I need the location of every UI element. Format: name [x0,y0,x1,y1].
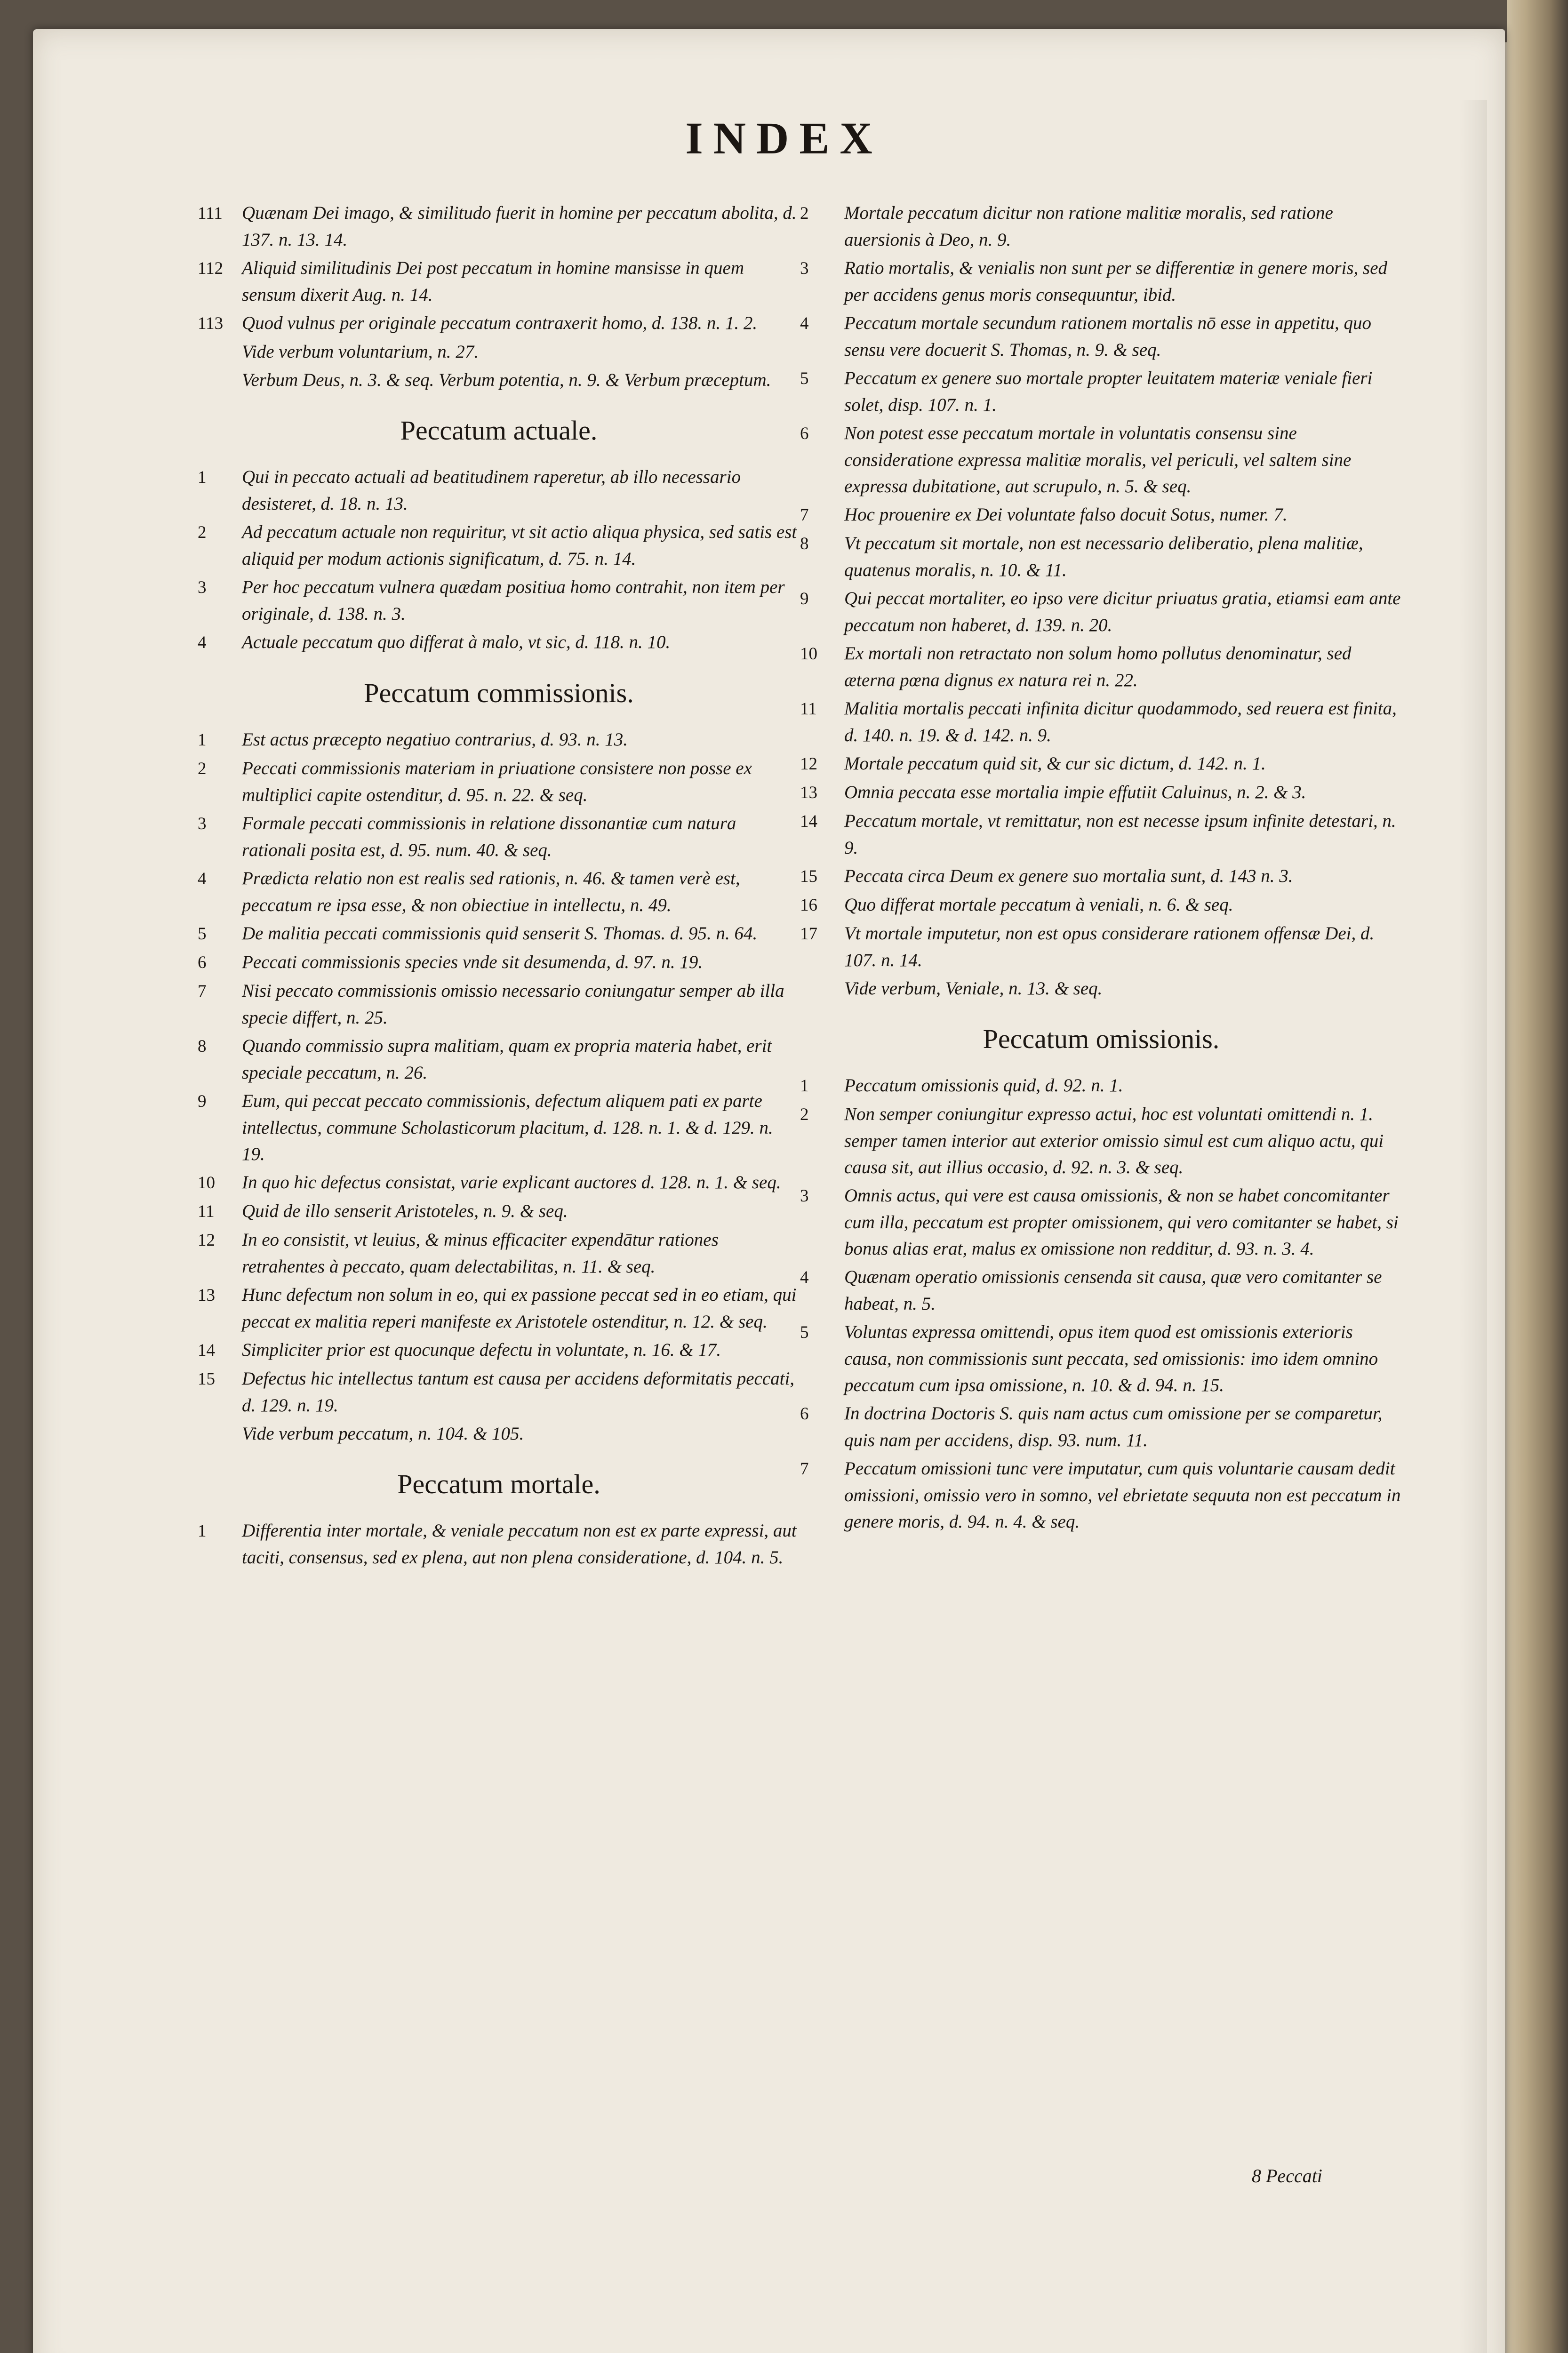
entry-number: 3 [198,578,207,597]
entry-text: Qui in peccato actuali ad beatitudinem raperetur, ab illo necessario desisteret, d. 18. n. 13. [242,467,741,514]
cross-reference: Vide verbum, Veniale, n. 13. & seq. [844,978,1103,999]
entry-text: Hunc defectum non solum in eo, qui ex passione peccat sed in eo etiam, qui peccat ex malitia reperi manifeste ex Aristotele ostenditur, n. 12. & seq. [242,1285,797,1332]
entry-text: Peccatum omissionis quid, d. 92. n. 1. [844,1075,1123,1096]
entry-number: 11 [800,699,817,719]
index-entry [198,464,800,517]
entry-text: Peccati commissionis materiam in priuatione consistere non posse ex multiplici capite ostenditur, d. 95. n. 22. & seq. [242,758,752,805]
entry-text: Simpliciter prior est quocunque defectu in voluntate, n. 16. & 17. [242,1340,721,1360]
entry-number: 4 [198,633,207,652]
index-entry [198,629,800,656]
entry-text: Ratio mortalis, & venialis non sunt per se differentiæ in genere moris, sed per accidens genus moris consequuntur, ibid. [844,258,1388,305]
index-entry [198,519,800,572]
index-entry [198,1169,800,1196]
entry-number: 4 [800,1268,809,1287]
entry-number: 113 [198,314,224,333]
index-entry [198,1227,800,1280]
entry-number: 13 [800,783,817,802]
page-header: INDEX [685,113,883,163]
index-entry [800,1101,1402,1181]
entry-number: 1 [198,468,207,487]
entry-number: 6 [800,424,809,443]
index-entry [198,1282,800,1335]
left-column [198,200,800,1573]
index-entry [800,863,1402,890]
entry-text: In doctrina Doctoris S. quis nam actus cum omissione per se comparetur, quis nam per accidens, disp. 93. num. 11. [844,1403,1383,1450]
entry-text: In eo consistit, vt leuius, & minus efficaciter expendātur rationes retrahentes à peccato, quam delectabilitas, n. 11. & seq. [242,1230,719,1277]
entry-text: Omnis actus, qui vere est causa omissionis, & non se habet concomitanter cum illa, peccatum est propter omissionem, qui vero comitanter se habet, si bonus alias erat, malus ex omissione non redditur, d. 93. n. 3. 4. [844,1185,1399,1259]
index-entry [198,310,800,337]
index-entry [198,755,800,808]
index-entry [800,1072,1402,1099]
entry-number: 4 [198,869,207,888]
entry-text: Quando commissio supra malitiam, quam ex propria materia habet, erit speciale peccatum, n. 26. [242,1036,772,1083]
entry-number: 7 [198,982,207,1001]
cross-reference: Vide verbum voluntarium, n. 27. [242,342,479,362]
entry-text: Per hoc peccatum vulnera quædam positiua homo contrahit, non item per originale, d. 138. n. 3. [242,577,785,624]
entry-text: Quo differat mortale peccatum à veniali, n. 6. & seq. [844,895,1233,915]
index-entry [198,810,800,864]
index-entry [198,1518,800,1571]
entry-number: 1 [198,730,207,750]
entry-text: Vt peccatum sit mortale, non est necessario deliberatio, plena malitiæ, quatenus moralis, n. 10. & 11. [844,533,1363,580]
index-entry [800,255,1402,308]
entry-text: Malitia mortalis peccati infinita dicitur quodammodo, sed reuera est finita, d. 140. n. 19. & d. 142. n. 9. [844,698,1397,745]
index-entry [800,1183,1402,1262]
index-entry [198,1337,800,1364]
entry-number: 6 [800,1404,809,1424]
index-entry [800,892,1402,919]
index-entry [198,920,800,947]
entry-number: 5 [198,924,207,944]
entry-number: 12 [800,754,817,774]
entry-text: Quænam operatio omissionis censenda sit causa, quæ vero comitanter se habeat, n. 5. [844,1267,1382,1314]
index-entry [800,1319,1402,1399]
entry-number: 11 [198,1202,215,1221]
cross-reference: Verbum Deus, n. 3. & seq. Verbum potentia, n. 9. & Verbum præceptum. [242,370,771,390]
index-entry [800,310,1402,363]
entry-number: 3 [198,814,207,833]
entry-text: Nisi peccato commissionis omissio necessario coniungatur semper ab illa specie differt, n. 25. [242,981,784,1028]
index-entry [198,1198,800,1225]
index-entry [800,200,1402,253]
entry-number: 1 [800,1076,809,1096]
index-entry [198,1088,800,1168]
section-heading: Peccatum omissionis. [983,1024,1220,1054]
entry-number: 10 [198,1173,215,1193]
entry-text: Vt mortale imputetur, non est opus considerare rationem offensæ Dei, d. 107. n. 14. [844,923,1375,970]
entry-number: 15 [800,867,817,886]
index-entry [800,502,1402,528]
entry-number: 12 [198,1231,215,1250]
entry-text: Ad peccatum actuale non requiritur, vt sit actio aliqua physica, sed satis est aliquid per modum actionis significatum, d. 75. n. 14. [242,522,797,569]
entry-text: Non potest esse peccatum mortale in voluntatis consensu sine consideratione expressa malitiæ moralis, vel periculi, vel saltem sine expressa dubitatione, aut scrupulo, n. 5. & seq. [844,423,1352,496]
entry-number: 10 [800,644,817,664]
entry-number: 111 [198,204,223,223]
entry-number: 13 [198,1286,215,1305]
index-entry [800,920,1402,974]
entry-text: Qui peccat mortaliter, eo ipso vere dicitur priuatus gratia, etiamsi eam ante peccatum non haberet, d. 139. n. 20. [844,588,1401,635]
section-heading: Peccatum mortale. [397,1469,600,1499]
entry-text: Quod vulnus per originale peccatum contraxerit homo, d. 138. n. 1. 2. [242,313,758,333]
entry-number: 6 [198,953,207,972]
index-entry [198,949,800,976]
entry-text: Formale peccati commissionis in relatione dissonantiæ cum natura rationali posita est, d. 95. num. 40. & seq. [242,813,736,860]
entry-text: Peccatum ex genere suo mortale propter leuitatem materiæ veniale fieri solet, disp. 107. n. 1. [844,368,1373,415]
index-entry [198,200,800,253]
index-entry [198,255,800,308]
entry-text: Ex mortali non retractato non solum homo pollutus denominatur, sed æterna pœna dignus ex natura rei n. 22. [844,643,1352,690]
entry-number: 2 [198,523,207,542]
entry-number: 3 [800,1186,809,1206]
entry-text: In quo hic defectus consistat, varie explicant auctores d. 128. n. 1. & seq. [242,1172,781,1193]
section-heading: Peccatum commissionis. [364,678,634,708]
entry-number: 9 [198,1092,207,1111]
index-entry [800,696,1402,749]
index-entry [800,640,1402,694]
index-entry [800,420,1402,500]
index-entry [800,779,1402,806]
index-entry [198,978,800,1031]
index-entry [800,808,1402,861]
entry-number: 16 [800,896,817,915]
index-entry [800,1456,1402,1535]
index-entry [800,530,1402,584]
entry-text: Omnia peccata esse mortalia impie effutiit Caluinus, n. 2. & 3. [844,782,1306,802]
index-entry [198,1033,800,1086]
cross-reference: Vide verbum peccatum, n. 104. & 105. [242,1424,524,1444]
entry-text: Differentia inter mortale, & veniale peccatum non est ex parte expressi, aut taciti, consensus, sed ex plena, aut non plena consideratione, d. 104. n. 5. [242,1521,797,1568]
entry-number: 8 [198,1037,207,1056]
entry-number: 5 [800,1323,809,1342]
entry-text: Peccata circa Deum ex genere suo mortalia sunt, d. 143 n. 3. [844,866,1293,886]
entry-text: Peccatum omissioni tunc vere imputatur, cum quis voluntarie causam dedit omissioni, omissio vero in somno, vel ebrietate sequuta non est peccatum in genere moris, d. 94. n. 4. & seq. [844,1458,1401,1532]
entry-number: 3 [800,259,809,278]
entry-text: Mortale peccatum dicitur non ratione malitiæ moralis, sed ratione auersionis à Deo, n. 9. [844,203,1333,250]
section-heading: Peccatum actuale. [400,415,598,446]
entry-number: 8 [800,534,809,553]
entry-text: Peccatum mortale, vt remittatur, non est necesse ipsum infinite detestari, n. 9. [844,811,1396,858]
entry-number: 4 [800,314,809,333]
entry-text: Est actus præcepto negatiuo contrarius, d. 93. n. 13. [242,729,628,750]
gutter-shadow [1459,100,1487,2353]
entry-text: Eum, qui peccat peccato commissionis, defectum aliquem pati ex parte intellectus, commune Scholasticorum placitum, d. 128. n. 1. & d. 129. n. 19. [242,1091,773,1164]
entry-text: Hoc prouenire ex Dei voluntate falso docuit Sotus, numer. 7. [844,504,1288,525]
entry-number: 17 [800,924,817,944]
entry-number: 112 [198,259,224,278]
entry-text: Peccatum mortale secundum rationem mortalis nō esse in appetitu, quo sensu vere docuerit S. Thomas, n. 9. & seq. [844,313,1372,360]
entry-text: Aliquid similitudinis Dei post peccatum in homine mansisse in quem sensum dixerit Aug. n. 14. [242,258,744,305]
index-entry [198,1366,800,1419]
entry-number: 7 [800,505,809,525]
entry-text: Defectus hic intellectus tantum est causa per accidens deformitatis peccati, d. 129. n. 19. [242,1369,795,1416]
entry-number: 2 [800,204,809,223]
index-entry [198,727,800,753]
entry-text: Mortale peccatum quid sit, & cur sic dictum, d. 142. n. 1. [844,753,1266,774]
index-entry [800,751,1402,777]
entry-number: 7 [800,1459,809,1479]
entry-number: 9 [800,589,809,608]
index-entry [800,1401,1402,1454]
entry-text: Prædicta relatio non est realis sed rationis, n. 46. & tamen verè est, peccatum re ipsa esse, & non obiectiue in intellectu, n. 49. [242,868,740,915]
catchword: 8 Peccati [1252,2165,1322,2186]
index-entry [800,585,1402,639]
entry-text: Quid de illo senserit Aristoteles, n. 9. & seq. [242,1201,568,1221]
entry-number: 5 [800,369,809,388]
entry-number: 2 [800,1105,809,1124]
entry-text: Peccati commissionis species vnde sit desumenda, d. 97. n. 19. [242,952,703,972]
entry-number: 1 [198,1521,207,1541]
entry-number: 14 [800,812,817,831]
book-spine [1507,0,1568,2353]
index-entry [800,1264,1402,1317]
entry-text: Non semper coniungitur expresso actui, hoc est voluntati omittendi n. 1. semper tamen interior aut exterior omissio simul est cum aliquo actu, qui causa sit, aut illius occasio, d. 92. n. 3. & seq. [844,1104,1384,1177]
index-entry [198,574,800,627]
index-entry [800,365,1402,418]
entry-text: Actuale peccatum quo differat à malo, vt sic, d. 118. n. 10. [242,632,671,652]
entry-number: 2 [198,759,207,778]
entry-text: Quænam Dei imago, & similitudo fuerit in homine per peccatum abolita, d. 137. n. 13. 14. [242,203,797,250]
right-column [800,200,1402,1537]
index-entry [198,865,800,919]
entry-text: De malitia peccati commissionis quid senserit S. Thomas. d. 95. n. 64. [242,923,758,944]
entry-number: 15 [198,1369,215,1389]
entry-number: 14 [198,1341,215,1360]
entry-text: Voluntas expressa omittendi, opus item quod est omissionis exterioris causa, non commissionis sunt peccata, sed omissionis: imo idem omnino peccatum cum ipsa omissione, n. 10. & d. 94. n. 15. [844,1322,1378,1395]
